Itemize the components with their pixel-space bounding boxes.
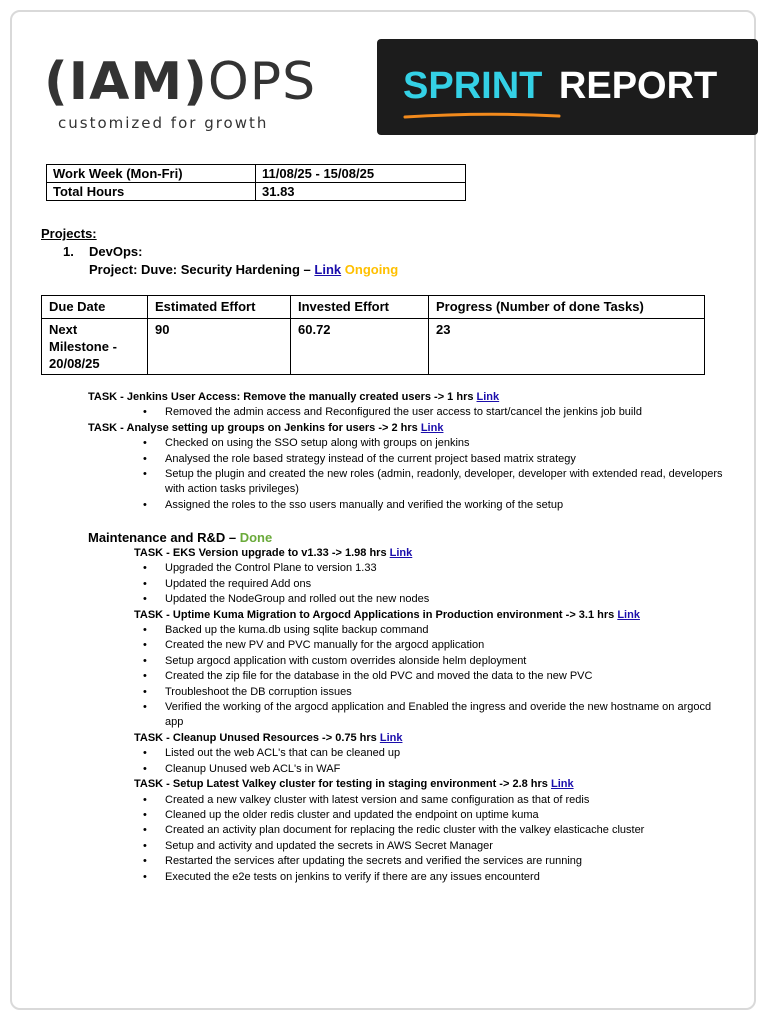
task-title: TASK - Cleanup Unused Resources -> 0.75 hrs	[134, 731, 377, 744]
list-item: • Backed up the kuma.db using sqlite backup command	[134, 623, 714, 638]
task-link[interactable]: Link	[617, 608, 640, 621]
logo-wordmark	[44, 52, 316, 112]
list-item: • Removed the admin access and Reconfigured the user access to start/cancel the jenkins job build	[88, 405, 728, 420]
list-number: 1.	[63, 244, 74, 259]
task-link[interactable]: Link	[420, 421, 444, 434]
project-category: DevOps:	[89, 244, 143, 259]
summary-value: 31.83	[256, 183, 466, 201]
estimated-effort-cell: 90	[148, 319, 291, 375]
summary-row	[47, 165, 466, 183]
list-item: • Setup the plugin and created the new roles (admin, readonly, developer, developer with extended read, developers with action tasks privileges)	[88, 467, 728, 498]
list-item: • Created the new PV and PVC manually for the argocd application	[134, 638, 714, 653]
logo-part-ops: OPS	[207, 52, 317, 112]
summary-row	[47, 183, 466, 201]
list-item: • Updated the required Add ons	[134, 577, 714, 592]
list-item: • Assigned the roles to the sso users manually and verified the working of the setup	[88, 498, 728, 513]
column-header: Estimated Effort	[148, 296, 291, 319]
list-item: • Verified the working of the argocd application and Enabled the ingress and overide the new hostname on argocd app	[134, 700, 714, 731]
summary-value: 11/08/25 - 15/08/25	[256, 165, 466, 183]
maintenance-task-list	[134, 546, 714, 885]
maintenance-title: Maintenance and R&D –	[88, 530, 240, 545]
projects-heading: Projects:	[41, 226, 97, 241]
task-title: TASK - EKS Version upgrade to v1.33 -> 1.98 hrs	[134, 547, 387, 559]
status-badge: Done	[239, 530, 273, 545]
banner-word-report: REPORT	[558, 65, 718, 107]
banner-word-sprint	[403, 65, 553, 107]
task-bullets	[88, 405, 728, 420]
list-item: • Checked on using the SSO setup along with groups on jenkins	[88, 436, 728, 451]
task-heading	[88, 421, 728, 436]
list-item: • Listed out the web ACL's that can be cleaned up	[134, 746, 714, 761]
list-item: • Executed the e2e tests on jenkins to verify if there are any issues encounterd	[134, 870, 714, 885]
logo-tagline: customized for growth	[58, 114, 269, 132]
task-heading	[88, 390, 728, 405]
milestone-row	[42, 319, 705, 375]
project-line	[41, 261, 398, 279]
list-item: • Troubleshoot the DB corruption issues	[134, 685, 714, 700]
task-bullets	[88, 436, 728, 513]
milestone-table	[41, 295, 705, 375]
column-header: Due Date	[42, 296, 148, 319]
project-link[interactable]: Link	[314, 262, 342, 277]
project-name: Project: Duve: Security Hardening –	[89, 262, 315, 277]
list-item: • Upgraded the Control Plane to version 1.33	[134, 561, 714, 576]
sprint-report-banner	[377, 39, 758, 135]
maintenance-heading	[88, 530, 272, 545]
project-list-item	[41, 243, 398, 261]
list-item: • Cleaned up the older redis cluster and updated the endpoint on uptime kuma	[134, 808, 714, 823]
company-logo	[44, 52, 316, 132]
banner-word1: SPRINT	[403, 65, 543, 107]
column-header: Invested Effort	[291, 296, 429, 319]
summary-label: Work Week (Mon-Fri)	[47, 165, 256, 183]
list-item: • Setup argocd application with custom overrides alonside helm deployment	[134, 654, 714, 669]
task-link[interactable]: Link	[476, 391, 500, 403]
task-title: TASK - Analyse setting up groups on Jenkins for users -> 2 hrs	[88, 421, 418, 434]
task-bullets	[134, 623, 714, 731]
list-item: • Created the zip file for the database in the old PVC and moved the data to the new PVC	[134, 669, 714, 684]
project-task-list	[88, 390, 728, 513]
summary-label: Total Hours	[47, 183, 256, 201]
task-heading	[134, 731, 714, 746]
list-item: • Setup and activity and updated the secrets in AWS Secret Manager	[134, 839, 714, 854]
projects-section	[41, 225, 398, 279]
task-link[interactable]: Link	[550, 778, 574, 791]
task-bullets	[134, 746, 714, 777]
task-bullets	[134, 561, 714, 607]
status-badge: Ongoing	[344, 262, 399, 277]
logo-part-iam: (IAM)	[44, 52, 208, 112]
task-title: TASK - Setup Latest Valkey cluster for testing in staging environment -> 2.8 hrs	[134, 778, 548, 791]
progress-cell: 23	[429, 319, 705, 375]
list-item: • Analysed the role based strategy instead of the current project based matrix strategy	[88, 452, 728, 467]
invested-effort-cell: 60.72	[291, 319, 429, 375]
list-item: • Updated the NodeGroup and rolled out the new nodes	[134, 592, 714, 607]
task-heading	[134, 777, 714, 792]
summary-table	[46, 164, 466, 201]
swoosh-underline-icon	[403, 111, 561, 121]
task-title: TASK - Uptime Kuma Migration to Argocd Applications in Production environment -> 3.1 hrs	[134, 608, 615, 621]
list-item: • Created an activity plan document for replacing the redic cluster with the valkey elasticache cluster	[134, 823, 714, 838]
due-date-cell: Next Milestone - 20/08/25	[42, 319, 148, 375]
column-header: Progress (Number of done Tasks)	[429, 296, 705, 319]
milestone-header-row	[42, 296, 705, 319]
task-link[interactable]: Link	[389, 547, 413, 559]
banner-title	[403, 62, 717, 110]
list-item: • Cleanup Unused web ACL's in WAF	[134, 762, 714, 777]
list-item: • Created a new valkey cluster with latest version and same configuration as that of redis	[134, 793, 714, 808]
task-bullets	[134, 793, 714, 885]
task-heading	[134, 546, 714, 561]
task-title: TASK - Jenkins User Access: Remove the manually created users -> 1 hrs	[88, 391, 474, 403]
list-item: • Restarted the services after updating the secrets and verified the services are running	[134, 854, 714, 869]
task-link[interactable]: Link	[379, 731, 403, 744]
task-heading	[134, 608, 714, 623]
